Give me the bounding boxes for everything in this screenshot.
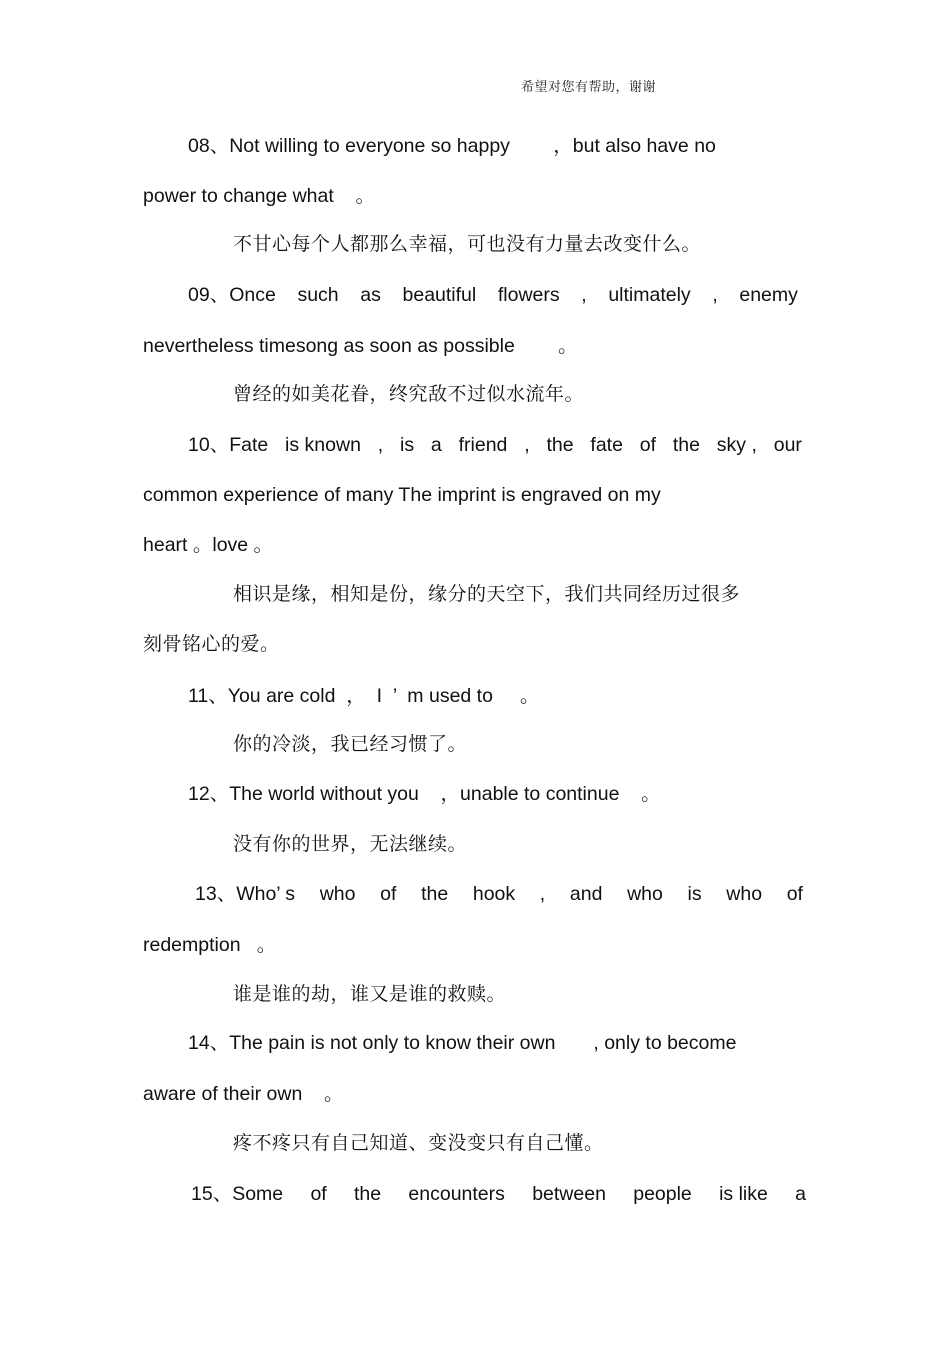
text-line: heart 。love 。: [143, 534, 274, 556]
word: flowers: [497, 284, 560, 306]
word: ,: [524, 434, 530, 456]
word: between: [532, 1183, 606, 1205]
text-line: 08、Not willing to everyone so happy ，but also have no: [188, 135, 716, 157]
word: the: [354, 1183, 382, 1205]
text-line: common experience of many The imprint is engraved on my: [143, 484, 661, 506]
translation-line: 谁是谁的劫，谁又是谁的救赎。: [233, 983, 507, 1005]
text-line: redemption 。: [143, 934, 277, 956]
word: of: [380, 883, 397, 905]
word: who: [319, 883, 356, 905]
text-line: 14、The pain is not only to know their own , only to become: [188, 1032, 737, 1054]
word: enemy: [739, 284, 798, 306]
word: the: [421, 883, 449, 905]
word: sky ,: [716, 434, 757, 456]
word: such: [297, 284, 339, 306]
text-line: power to change what 。: [143, 185, 375, 207]
word: ultimately: [608, 284, 691, 306]
word: beautiful: [402, 284, 477, 306]
word: 10、Fate: [188, 434, 269, 456]
word: is known: [285, 434, 361, 456]
word: of: [639, 434, 657, 456]
word: as: [360, 284, 381, 306]
translation-line: 相识是缘，相知是份，缘分的天空下，我们共同经历过很多: [233, 583, 741, 605]
word: of: [310, 1183, 327, 1205]
word: ,: [539, 883, 546, 905]
word: people: [633, 1183, 692, 1205]
word: a: [430, 434, 442, 456]
word: of: [786, 883, 803, 905]
word: ,: [712, 284, 718, 306]
translation-line: 疼不疼只有自己知道、变没变只有自己懂。: [233, 1132, 604, 1154]
translation-line: 没有你的世界，无法继续。: [233, 833, 468, 855]
translation-line: 曾经的如美花眷，终究敌不过似水流年。: [233, 383, 585, 405]
word: ,: [377, 434, 384, 456]
word: our: [773, 434, 802, 456]
text-line: [188, 283, 798, 307]
translation-line: 不甘心每个人都那么幸福，可也没有力量去改变什么。: [233, 233, 702, 255]
word: a: [795, 1183, 806, 1205]
word: the: [672, 434, 700, 456]
word: 15、Some: [191, 1183, 284, 1205]
page-header: 希望对您有帮助，谢谢: [521, 80, 657, 95]
word: who: [627, 883, 663, 905]
word: ,: [581, 284, 587, 306]
word: is: [400, 434, 415, 456]
word: encounters: [408, 1183, 505, 1205]
translation-line: 你的冷淡，我已经习惯了。: [233, 733, 468, 755]
text-line: nevertheless timesong as soon as possible 。: [143, 335, 578, 357]
word: hook: [472, 883, 516, 905]
text-line: [195, 882, 803, 906]
translation-line: 刻骨铭心的爱。: [143, 633, 280, 655]
word: fate: [590, 434, 623, 456]
text-line: [188, 433, 802, 457]
word: and: [569, 883, 603, 905]
word: is: [687, 883, 702, 905]
text-line: [191, 1182, 806, 1206]
word: who: [726, 883, 763, 905]
word: is like: [719, 1183, 768, 1205]
text-line: 11、You are cold ， I ’ m used to 。: [188, 685, 540, 707]
text-line: aware of their own 。: [143, 1083, 344, 1105]
word: 13、Who’ s: [195, 883, 296, 905]
word: the: [546, 434, 574, 456]
text-line: 12、The world without you ，unable to continue 。: [188, 783, 661, 805]
word: 09、Once: [188, 284, 276, 306]
word: friend: [458, 434, 508, 456]
